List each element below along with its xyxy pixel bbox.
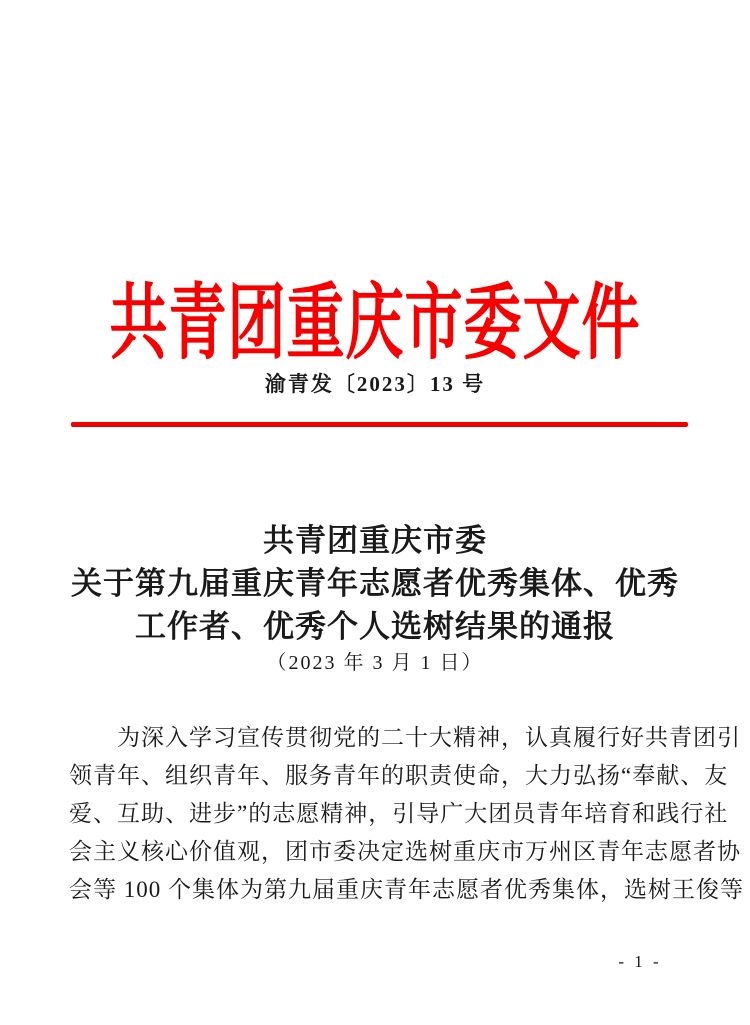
body-text-line: 为深入学习宣传贯彻党的二十大精神，认真履行好共青团引 <box>117 725 741 750</box>
document-number: 渝青发〔2023〕13 号 <box>264 372 486 396</box>
page-number: - 1 - <box>618 952 662 971</box>
document-title-line-2: 关于第九届重庆青年志愿者优秀集体、优秀 <box>71 566 679 601</box>
document-date: （2023 年 3 月 1 日） <box>266 652 484 674</box>
document-title <box>40 519 710 648</box>
body-text-line: 会主义核心价值观，团市委决定选树重庆市万州区青年志愿者协 <box>69 839 741 864</box>
red-divider-line <box>71 422 688 427</box>
body-paragraph <box>69 719 744 909</box>
document-title-line-3: 工作者、优秀个人选树结果的通报 <box>135 609 615 644</box>
red-header-org-title: 共青团重庆市委文件 <box>109 277 641 370</box>
document-title-line-1: 共青团重庆市委 <box>263 523 487 558</box>
body-text-line: 会等 100 个集体为第九届重庆青年志愿者优秀集体，选树王俊等 <box>69 877 744 902</box>
body-text-line: 爱、互助、进步”的志愿精神，引导广大团员青年培育和践行社 <box>69 801 729 826</box>
body-text-line: 领青年、组织青年、服务青年的职责使命，大力弘扬“奉献、友 <box>69 763 729 788</box>
